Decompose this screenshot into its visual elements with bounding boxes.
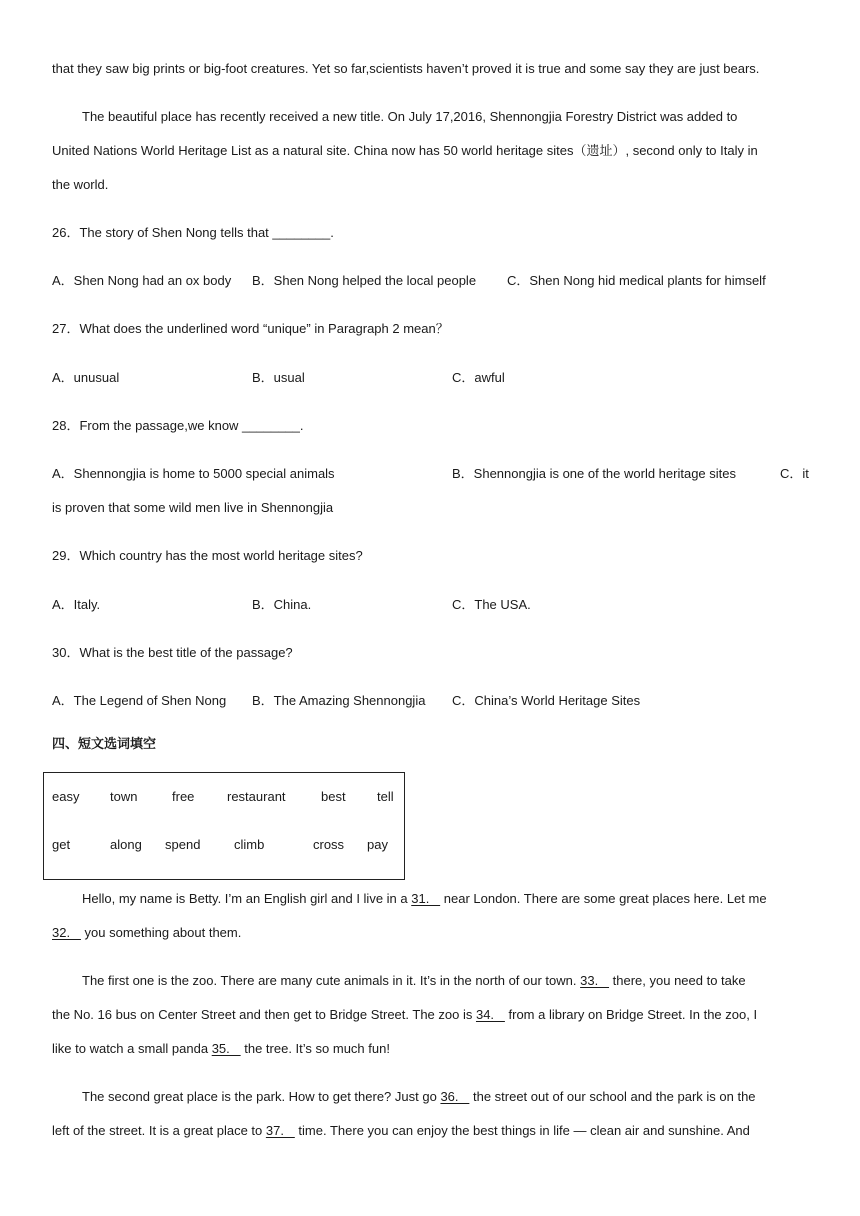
- question-number: 30．: [52, 645, 80, 660]
- option-c: C．China’s World Heritage Sites: [452, 693, 641, 708]
- blank-34: 34.: [475, 1007, 505, 1022]
- question-29: [52, 547, 363, 565]
- option-b: B．usual: [252, 370, 305, 385]
- word-bank-item: free: [172, 789, 195, 804]
- word-bank-item: climb: [234, 837, 265, 852]
- cloze-text: The second great place is the park. How to get there? Just go: [82, 1089, 441, 1104]
- cloze-text: time. There you can enjoy the best things in life — clean air and sunshine. And: [294, 1123, 750, 1138]
- question-text: Which country has the most world heritage sites?: [79, 548, 363, 563]
- cloze-line: [52, 1040, 390, 1058]
- cloze-text: like to watch a small panda: [52, 1041, 212, 1056]
- blank-33: 33.: [580, 973, 610, 988]
- word-bank-item: tell: [377, 789, 394, 804]
- question-28: [52, 417, 304, 435]
- question-26: [52, 224, 334, 242]
- question-27: [52, 320, 449, 338]
- question-number: 28．: [52, 418, 80, 433]
- cloze-text: Hello, my name is Betty. I’m an English girl and I live in a: [82, 891, 412, 906]
- question-text: What does the underlined word “unique” in Paragraph 2 mean？: [79, 321, 449, 336]
- section-title: 四、短文选词填空: [52, 737, 157, 752]
- word-bank-item: best: [321, 789, 346, 804]
- cloze-text: The first one is the zoo. There are many cute animals in it. It’s in the north of our town.: [82, 973, 581, 988]
- cloze-line: [52, 924, 241, 942]
- option-a: A．unusual: [52, 370, 120, 385]
- option-c-continued: is proven that some wild men live in Shennongjia: [52, 500, 334, 515]
- cloze-text: there, you need to take: [609, 973, 746, 988]
- cloze-line: [82, 972, 746, 990]
- option-b: B．China.: [252, 597, 312, 612]
- option-a: A．Shennongjia is home to 5000 special animals: [52, 466, 335, 481]
- word-bank: [43, 772, 405, 880]
- option-a: A．Italy.: [52, 597, 101, 612]
- cloze-text: the tree. It’s so much fun!: [240, 1041, 390, 1056]
- cloze-line: [82, 890, 767, 908]
- cloze-text: you something about them.: [80, 925, 242, 940]
- option-b: B．Shennongjia is one of the world heritage sites: [452, 466, 737, 481]
- option-b: B．Shen Nong helped the local people: [252, 273, 477, 288]
- question-text: The story of Shen Nong tells that ________.: [79, 225, 334, 240]
- option-a: A．The Legend of Shen Nong: [52, 693, 227, 708]
- cloze-text: near London. There are some great places here. Let me: [440, 891, 767, 906]
- word-bank-item: along: [110, 837, 142, 852]
- question-number: 27．: [52, 321, 80, 336]
- word-bank-item: town: [110, 789, 138, 804]
- passage-line: that they saw big prints or big-foot creatures. Yet so far,scientists haven’t proved it is true and some say they are just bears.: [52, 61, 760, 76]
- passage-line: United Nations World Heritage List as a natural site. China now has 50 world heritage sites（遗址）, second only to Italy in: [52, 143, 758, 158]
- option-c: C．The USA.: [452, 597, 531, 612]
- question-number: 29．: [52, 548, 80, 563]
- question-text: From the passage,we know ________.: [79, 418, 304, 433]
- option-c: C．Shen Nong hid medical plants for himself: [507, 273, 766, 288]
- option-c: C．it: [780, 466, 809, 481]
- blank-35: 35.: [211, 1041, 241, 1056]
- cloze-line: [52, 1122, 750, 1140]
- word-bank-item: pay: [367, 837, 388, 852]
- word-bank-item: get: [52, 837, 71, 852]
- cloze-text: from a library on Bridge Street. In the zoo, I: [504, 1007, 758, 1022]
- word-bank-item: easy: [52, 789, 80, 804]
- option-c: C．awful: [452, 370, 505, 385]
- cloze-text: the No. 16 bus on Center Street and then get to Bridge Street. The zoo is: [52, 1007, 476, 1022]
- passage-line: The beautiful place has recently received a new title. On July 17,2016, Shennongjia Forestry District was added to: [82, 109, 738, 124]
- question-text: What is the best title of the passage?: [79, 645, 293, 660]
- option-a: A．Shen Nong had an ox body: [52, 273, 232, 288]
- blank-31: 31.: [411, 891, 441, 906]
- question-30: [52, 644, 293, 662]
- option-b: B．The Amazing Shennongjia: [252, 693, 426, 708]
- cloze-line: [52, 1006, 757, 1024]
- blank-37: 37.: [265, 1123, 295, 1138]
- word-bank-item: spend: [165, 837, 201, 852]
- blank-32: 32.: [52, 925, 81, 940]
- cloze-line: [82, 1088, 756, 1106]
- blank-36: 36.: [440, 1089, 470, 1104]
- word-bank-item: restaurant: [227, 789, 286, 804]
- passage-line: the world.: [52, 177, 109, 192]
- cloze-text: the street out of our school and the park is on the: [469, 1089, 756, 1104]
- word-bank-item: cross: [313, 837, 345, 852]
- question-number: 26．: [52, 225, 80, 240]
- cloze-text: left of the street. It is a great place to: [52, 1123, 266, 1138]
